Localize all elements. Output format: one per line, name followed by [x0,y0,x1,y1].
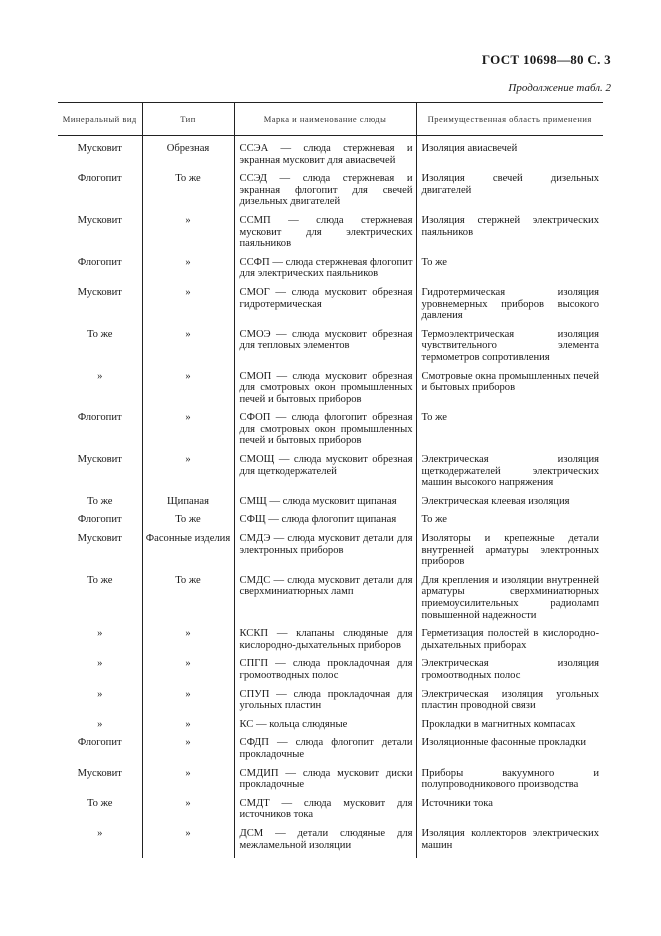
table-row [58,173,603,215]
table-row [58,215,603,257]
type-cell: » [142,454,234,496]
table-row [58,768,603,798]
type-cell: » [142,737,234,767]
application-cell: Электрическая изоляция громоотводных полос [416,658,603,688]
type-cell: Щипаная [142,496,234,515]
brand-cell: ДСМ — детали слюдяные для межламельной изоляции [234,828,416,858]
table-row [58,689,603,719]
mineral-cell: Флогопит [77,737,122,749]
brand-cell: КСКП — клапаны слюдяные для кислородно-дыхательных приборов [234,628,416,658]
table-row [58,136,603,174]
application-cell: Изоляция свечей дизельных двигателей [416,173,603,215]
application-cell: Изоляционные фасонные прокладки [416,737,603,767]
mineral-cell: Мусковит [77,143,122,154]
mineral-cell: Флогопит [77,514,122,526]
application-cell: Изоляторы и крепежные детали внутренней арматуры электронных приборов [416,533,603,575]
type-cell: » [142,371,234,413]
type-cell: » [142,658,234,688]
mineral-cell: Флогопит [77,256,122,268]
mineral-cell: То же [86,574,113,586]
brand-cell: ССЭА — слюда стержневая и экранная мусковит для авиасвечей [234,136,416,174]
mineral-cell: » [97,370,103,382]
table-row [58,719,603,738]
brand-cell: СМОП — слюда мусковит обрезная для смотровых окон промышленных печей и бытовых приборов [234,371,416,413]
table-row [58,454,603,496]
type-cell: » [142,719,234,738]
brand-cell: СМОЭ — слюда мусковит обрезная для тепловых элементов [234,329,416,371]
mineral-cell: То же [86,797,113,809]
table-row [58,658,603,688]
table-row [58,828,603,858]
table-row [58,798,603,828]
table-row [58,371,603,413]
table-row [58,533,603,575]
type-cell: » [142,689,234,719]
type-cell: То же [142,514,234,533]
mineral-cell: Мусковит [77,214,122,226]
brand-cell: СМДЭ — слюда мусковит детали для электронных приборов [234,533,416,575]
table-row [58,575,603,628]
application-cell: Термоэлектрическая изоляция чувствительного элемента термометров сопротивления [416,329,603,371]
application-cell: Смотровые окна промышленных печей и бытовых приборов [416,371,603,413]
type-cell: » [142,215,234,257]
application-cell: Для крепления и изоляции внутренней арматуры сверхминиатюрных приемоусилительных радиоламп повышенной надежности [416,575,603,628]
brand-cell: КС — кольца слюдяные [234,719,416,738]
brand-cell: СФЩ — слюда флогопит щипаная [234,514,416,533]
mineral-cell: То же [86,328,113,340]
mineral-cell: » [97,688,103,700]
application-cell: Изоляция стержней электрических паяльников [416,215,603,257]
application-cell: То же [416,514,603,533]
type-cell: » [142,798,234,828]
brand-cell: СФОП — слюда флогопит обрезная для смотровых окон промышленных печей и бытовых приборов [234,412,416,454]
type-cell: » [142,628,234,658]
brand-cell: СПГП — слюда прокладочная для громоотводных полос [234,658,416,688]
table-body [58,136,603,859]
brand-cell: СМДТ — слюда мусковит для источников тока [234,798,416,828]
application-cell: Источники тока [416,798,603,828]
application-cell: Электрическая изоляция угольных пластин проводной связи [416,689,603,719]
mineral-cell: Мусковит [77,454,122,466]
table-row [58,514,603,533]
application-cell: Гидротермическая изоляция уровнемерных приборов высокого давления [416,287,603,329]
mineral-cell: То же [86,495,113,507]
application-cell: Электрическая изоляция щеткодержателей электрических машин высокого напряжения [416,454,603,496]
type-cell: » [142,287,234,329]
table-continuation-label: Продолжение табл. 2 [508,82,611,94]
table-header-row [58,103,603,136]
application-cell: Изоляция авиасвечей [416,136,603,174]
application-cell: Приборы вакуумного и полупроводникового производства [416,768,603,798]
type-cell: То же [142,575,234,628]
mineral-cell: Флогопит [77,173,122,185]
type-cell: » [142,412,234,454]
column-header-brand: Марка и наименование слюды [234,103,416,136]
brand-cell: СМОЩ — слюда мусковит обрезная для щеткодержателей [234,454,416,496]
column-header-mineral: Минеральный вид [58,103,142,136]
type-cell: » [142,828,234,858]
brand-cell: ССМП — слюда стержневая мусковит для электрических паяльников [234,215,416,257]
table-row [58,412,603,454]
mineral-cell: » [97,827,103,839]
type-cell: » [142,257,234,287]
brand-cell: ССФП — слюда стержневая флогопит для электрических паяльников [234,257,416,287]
application-cell: То же [416,412,603,454]
brand-cell: СМДС — слюда мусковит детали для сверхминиатюрных ламп [234,575,416,628]
column-header-application: Преимущественная область применения [416,103,603,136]
mineral-cell: Мусковит [77,533,122,545]
application-cell: Герметизация полостей в кислородно-дыхательных приборах [416,628,603,658]
mineral-cell: » [97,718,103,730]
table-row [58,628,603,658]
mineral-cell: Мусковит [77,286,122,298]
table-row [58,257,603,287]
brand-cell: ССЭД — слюда стержневая и экранная флогопит для свечей дизельных двигателей [234,173,416,215]
mica-table [58,102,603,858]
type-cell: Обрезная [142,136,234,174]
brand-cell: СМЩ — слюда мусковит щипаная [234,496,416,515]
application-cell: Изоляция коллекторов электрических машин [416,828,603,858]
application-cell: То же [416,257,603,287]
page-header: ГОСТ 10698—80 С. 3 [481,52,611,67]
brand-cell: СФДП — слюда флогопит детали прокладочные [234,737,416,767]
type-cell: Фасонные изделия [142,533,234,575]
mineral-cell: » [97,658,103,670]
table-row [58,329,603,371]
mineral-cell: Мусковит [77,767,122,779]
application-cell: Прокладки в магнитных компасах [416,719,603,738]
brand-cell: СПУП — слюда прокладочная для угольных пластин [234,689,416,719]
mineral-cell: » [97,628,103,640]
type-cell: » [142,329,234,371]
type-cell: То же [142,173,234,215]
column-header-type: Тип [142,103,234,136]
brand-cell: СМДИП — слюда мусковит диски прокладочные [234,768,416,798]
mineral-cell: Флогопит [77,412,122,424]
table-row [58,496,603,515]
table-row [58,287,603,329]
application-cell: Электрическая клеевая изоляция [416,496,603,515]
table-row [58,737,603,767]
brand-cell: СМОГ — слюда мусковит обрезная гидротермическая [234,287,416,329]
type-cell: » [142,768,234,798]
